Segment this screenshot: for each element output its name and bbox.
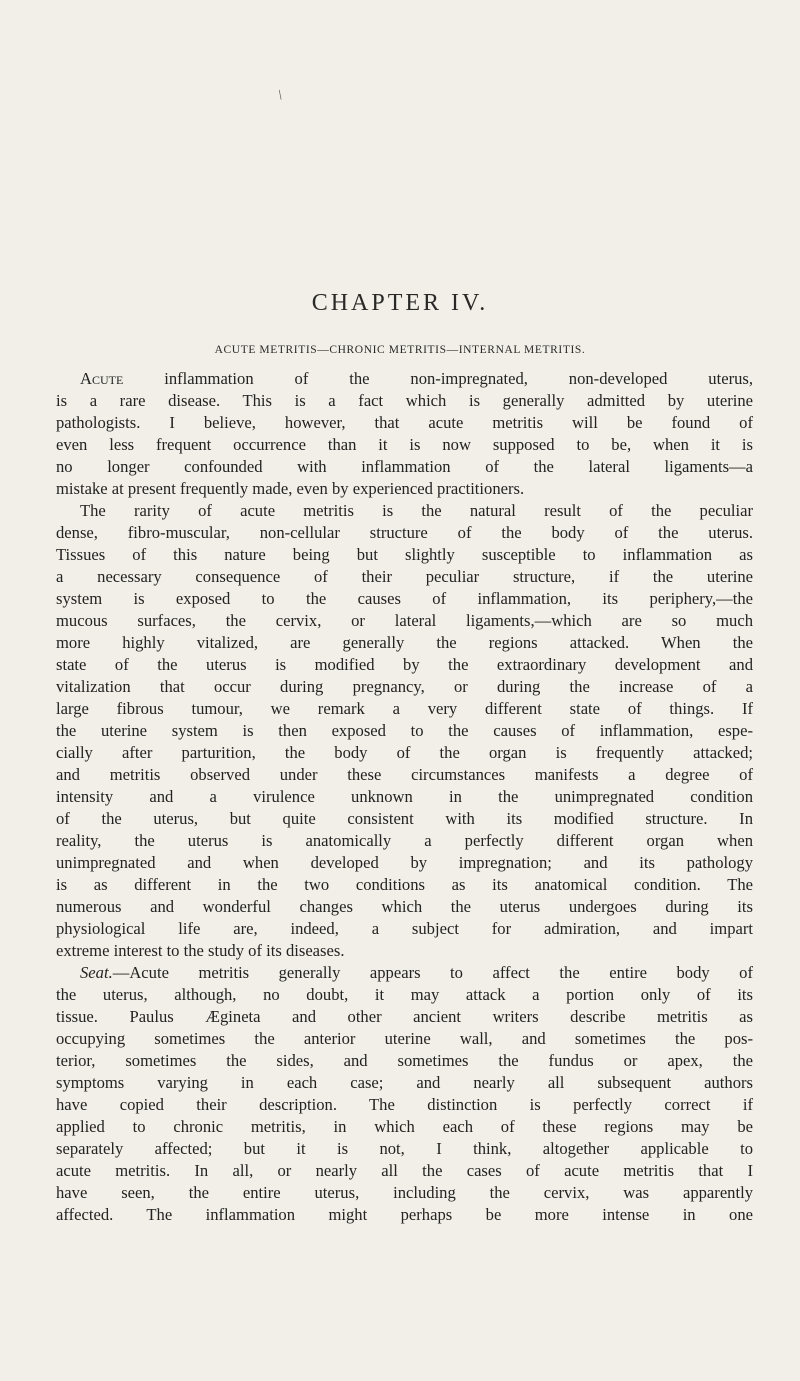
paragraph-2-line-14: of the uterus, but quite consistent with its modified structure. In bbox=[56, 809, 753, 828]
paragraph-1-line-3: even less frequent occurrence than it is now supposed to be, when it is bbox=[56, 435, 753, 454]
paragraph-2-line-7: state of the uterus is modified by the extraordinary development and bbox=[56, 655, 753, 674]
paragraph-1-line-2: pathologists. I believe, however, that acute metritis will be found of bbox=[56, 413, 753, 432]
paragraph-3-line-10: have seen, the entire uterus, including the cervix, was apparently bbox=[56, 1183, 753, 1202]
paragraph-2-line-1: dense, fibro-muscular, non-cellular structure of the body of the uterus. bbox=[56, 523, 753, 542]
paragraph-1-line-0-rest: inflammation of the non-impregnated, non-developed uterus, bbox=[123, 369, 753, 388]
section-heading-seat: Seat. bbox=[80, 963, 113, 982]
paragraph-1-line-1: is a rare disease. This is a fact which is generally admitted by uterine bbox=[56, 391, 753, 410]
paragraph-2-line-20: extreme interest to the study of its diseases. bbox=[56, 941, 345, 960]
paragraph-3-line-11: affected. The inflammation might perhaps be more intense in one bbox=[56, 1205, 753, 1224]
paragraph-2-line-11: cially after parturition, the body of the organ is frequently attacked; bbox=[56, 743, 753, 762]
paragraph-3-line-0-rest: —Acute metritis generally appears to affect the entire body of bbox=[112, 963, 753, 982]
paragraph-3-line-8: separately affected; but it is not, I think, altogether applicable to bbox=[56, 1139, 753, 1158]
chapter-title: CHAPTER IV. bbox=[311, 290, 489, 316]
paragraph-3-line-1: the uterus, although, no doubt, it may attack a portion only of its bbox=[56, 985, 753, 1004]
paragraph-2-line-6: more highly vitalized, are generally the regions attacked. When the bbox=[56, 633, 753, 652]
paragraph-3-line-2: tissue. Paulus Ægineta and other ancient writers describe metritis as bbox=[56, 1007, 753, 1026]
paragraph-1-line-5: mistake at present frequently made, even by experienced practitioners. bbox=[56, 479, 525, 498]
paragraph-2-line-10: the uterine system is then exposed to the causes of inflammation, espe- bbox=[56, 721, 753, 740]
paragraph-2-line-5: mucous surfaces, the cervix, or lateral ligaments,—which are so much bbox=[56, 611, 753, 630]
paragraph-2-line-19: physiological life are, indeed, a subject for admiration, and impart bbox=[56, 919, 753, 938]
paragraph-2-line-12: and metritis observed under these circumstances manifests a degree of bbox=[56, 765, 753, 784]
paragraph-2-line-15: reality, the uterus is anatomically a perfectly different organ when bbox=[56, 831, 753, 850]
paragraph-1-line-4: no longer confounded with inflammation of the lateral ligaments—a bbox=[56, 457, 753, 476]
paragraph-2-line-17: is as different in the two conditions as its anatomical condition. The bbox=[56, 875, 753, 894]
body-text bbox=[56, 368, 753, 1226]
paragraph-2-line-2: Tissues of this nature being but slightly susceptible to inflammation as bbox=[56, 545, 753, 564]
paragraph-2-line-8: vitalization that occur during pregnancy, or during the increase of a bbox=[56, 677, 753, 696]
paragraph-3-line-0 bbox=[56, 962, 753, 984]
paragraph-3-line-6: have copied their description. The distinction is perfectly correct if bbox=[56, 1095, 753, 1114]
paragraph-3-line-7: applied to chronic metritis, in which each of these regions may be bbox=[56, 1117, 753, 1136]
paragraph-2-line-4: system is exposed to the causes of inflammation, its periphery,—the bbox=[56, 589, 753, 608]
paragraph-3-line-5: symptoms varying in each case; and nearly all subsequent authors bbox=[56, 1073, 753, 1092]
paragraph-2-line-9: large fibrous tumour, we remark a very different state of things. If bbox=[56, 699, 753, 718]
stray-pen-mark: / bbox=[275, 88, 287, 104]
paragraph-2-line-0: The rarity of acute metritis is the natural result of the peculiar bbox=[80, 501, 753, 520]
paragraph-3-line-3: occupying sometimes the anterior uterine wall, and sometimes the pos- bbox=[56, 1029, 753, 1048]
paragraph-3-line-9: acute metritis. In all, or nearly all the cases of acute metritis that I bbox=[56, 1161, 753, 1180]
paragraph-3-line-4: terior, sometimes the sides, and sometimes the fundus or apex, the bbox=[56, 1051, 753, 1070]
chapter-subtitle: ACUTE METRITIS—CHRONIC METRITIS—INTERNAL METRITIS. bbox=[214, 344, 586, 356]
paragraph-1-line-0 bbox=[56, 368, 753, 390]
paragraph-2-line-18: numerous and wonderful changes which the uterus undergoes during its bbox=[56, 897, 753, 916]
paragraph-2-line-13: intensity and a virulence unknown in the unimpregnated condition bbox=[56, 787, 753, 806]
paragraph-2-line-16: unimpregnated and when developed by impregnation; and its pathology bbox=[56, 853, 753, 872]
paragraph-2-line-3: a necessary consequence of their peculiar structure, if the uterine bbox=[56, 567, 753, 586]
opening-word: Acute bbox=[80, 369, 124, 388]
